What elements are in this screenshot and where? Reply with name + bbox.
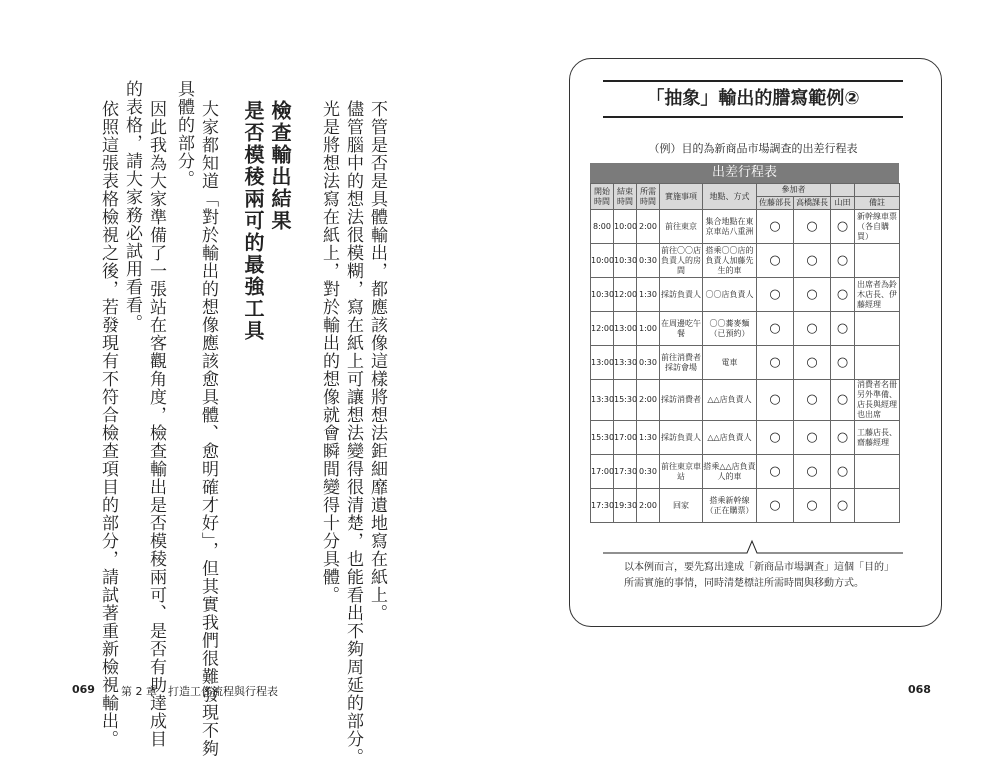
section-heading-line-2: 是否模稜兩可的最強工具 — [241, 100, 265, 342]
header-participants: 參加者 — [757, 184, 831, 197]
table-cell-p1: ○ — [757, 489, 794, 523]
table-cell-p1: ○ — [757, 312, 794, 346]
table-cell-place: 搭乘〇〇店的負責人加藤先生的車 — [703, 244, 757, 278]
table-cell-p3: ○ — [831, 346, 855, 380]
table-cell-p2: ○ — [794, 380, 831, 421]
section-heading-line-1: 檢查輸出結果 — [268, 100, 292, 232]
table-cell-place: 搭乘新幹線（正在購票） — [703, 489, 757, 523]
table-cell-start: 12:00 — [591, 312, 614, 346]
table-cell-p3: ○ — [831, 312, 855, 346]
header-end: 結束時間 — [614, 184, 637, 210]
table-cell-end: 12:00 — [614, 278, 637, 312]
table-cell-p1: ○ — [757, 244, 794, 278]
table-cell-p3: ○ — [831, 489, 855, 523]
table-cell-p3: ○ — [831, 421, 855, 455]
table-cell-end: 10:00 — [614, 210, 637, 244]
table-cell-end: 13:00 — [614, 312, 637, 346]
table-cell-p2: ○ — [794, 278, 831, 312]
table-title: 出差行程表 — [590, 163, 899, 183]
table-cell-dur: 1:00 — [637, 312, 660, 346]
table-cell-start: 15:30 — [591, 421, 614, 455]
table-cell-item: 採訪負責人 — [660, 421, 703, 455]
paragraph-line: 大家都知道「對於輸出的想像應該愈具體、愈明確才好」，但其實我們很難發現不夠 — [198, 100, 218, 758]
table-cell-dur: 0:30 — [637, 346, 660, 380]
header-note: 備註 — [855, 197, 900, 210]
table-cell-end: 17:30 — [614, 455, 637, 489]
paragraph-line: 不管是否是具體輸出，都應該像這樣將想法鉅細靡遺地寫在紙上。 — [367, 100, 387, 622]
table-cell-place: △△店負責人 — [703, 380, 757, 421]
paragraph-line: 儘管腦中的想法很模糊，寫在紙上可讓想法變得很清楚，也能看出不夠周延的部分。 — [343, 100, 363, 766]
table-cell-note: 消費者名冊另外準備、店長與經理也出席 — [855, 380, 900, 421]
table-cell-p3: ○ — [831, 380, 855, 421]
table-cell-end: 15:30 — [614, 380, 637, 421]
table-cell-start: 17:00 — [591, 455, 614, 489]
table-cell-dur: 2:00 — [637, 489, 660, 523]
table-cell-p1: ○ — [757, 210, 794, 244]
paragraph-line: 因此我為大家準備了一張站在客觀角度，檢查輸出是否模稜兩可、是否有助達成目 — [146, 100, 166, 748]
table-cell-note: 工藤店長、齋藤經理 — [855, 421, 900, 455]
table-cell-item: 採訪負責人 — [660, 278, 703, 312]
paragraph-line: 具體的部分。 — [174, 80, 194, 188]
table-cell-p2: ○ — [794, 210, 831, 244]
table-cell-dur: 0:30 — [637, 244, 660, 278]
table-cell-p3: ○ — [831, 210, 855, 244]
table-cell-place: 〇〇蕎麥麵（已預約） — [703, 312, 757, 346]
table-cell-start: 13:00 — [591, 346, 614, 380]
paragraph-line: 依照這張表格檢視之後，若發現有不符合檢查項目的部分，請試著重新檢視輸出。 — [98, 100, 118, 748]
table-cell-start: 10:00 — [591, 244, 614, 278]
header-duration: 所需時間 — [637, 184, 660, 210]
table-cell-p2: ○ — [794, 489, 831, 523]
table-cell-note: 出席者為鈴木店長、伊藤經理 — [855, 278, 900, 312]
table-cell-p1: ○ — [757, 346, 794, 380]
table-cell-place: 搭乘△△店負責人的車 — [703, 455, 757, 489]
table-cell-p1: ○ — [757, 278, 794, 312]
table-cell-p1: ○ — [757, 455, 794, 489]
table-cell-dur: 2:00 — [637, 210, 660, 244]
figure-caption: 以本例而言，要先寫出達成「新商品市場調查」這個「目的」所需實施的事情，同時清楚標註所需時間與移動方式。 — [624, 562, 894, 589]
table-cell-end: 13:30 — [614, 346, 637, 380]
paragraph-line: 的表格，請大家務必試用看看。 — [122, 80, 142, 332]
table-cell-p2: ○ — [794, 346, 831, 380]
table-cell-start: 13:30 — [591, 380, 614, 421]
table-cell-end: 17:00 — [614, 421, 637, 455]
header-p2: 高橋課長 — [794, 197, 831, 210]
table-cell-p1: ○ — [757, 380, 794, 421]
table-cell-start: 17:30 — [591, 489, 614, 523]
table-cell-p2: ○ — [794, 312, 831, 346]
table-cell-item: 前往東京車站 — [660, 455, 703, 489]
table-cell-start: 8:00 — [591, 210, 614, 244]
table-cell-p2: ○ — [794, 244, 831, 278]
table-cell-place: 電車 — [703, 346, 757, 380]
header-p3: 山田 — [831, 197, 855, 210]
header-place: 地點、方式 — [703, 184, 757, 210]
table-cell-place: 〇〇店負責人 — [703, 278, 757, 312]
table-cell-p2: ○ — [794, 455, 831, 489]
table-cell-dur: 0:30 — [637, 455, 660, 489]
table-cell-dur: 1:30 — [637, 421, 660, 455]
table-cell-dur: 2:00 — [637, 380, 660, 421]
page-number-left: 069 — [72, 683, 95, 696]
table-cell-item: 前往東京 — [660, 210, 703, 244]
chapter-label: 第 2 章 打造工作流程與行程表 — [121, 685, 278, 698]
table-cell-end: 10:30 — [614, 244, 637, 278]
header-p1: 佐藤部長 — [757, 197, 794, 210]
table-cell-start: 10:30 — [591, 278, 614, 312]
table-cell-item: 前往〇〇店負責人的房間 — [660, 244, 703, 278]
header-item: 實施事項 — [660, 184, 703, 210]
table-cell-item: 採訪消費者 — [660, 380, 703, 421]
table-cell-place: 集合地點在東京車站八重洲 — [703, 210, 757, 244]
table-cell-item: 回家 — [660, 489, 703, 523]
table-cell-item: 前往消費者採訪會場 — [660, 346, 703, 380]
table-cell-end: 19:30 — [614, 489, 637, 523]
table-cell-p3: ○ — [831, 455, 855, 489]
example-caption: （例）目的為新商品市場調查的出差行程表 — [648, 142, 858, 155]
table-cell-place: △△店負責人 — [703, 421, 757, 455]
table-cell-p3: ○ — [831, 278, 855, 312]
table-cell-p2: ○ — [794, 421, 831, 455]
table-cell-dur: 1:30 — [637, 278, 660, 312]
figure-title: 「抽象」輸出的謄寫範例② — [603, 80, 903, 118]
page-number-right: 068 — [908, 683, 931, 696]
table-cell-p1: ○ — [757, 421, 794, 455]
table-cell-note: 新幹線車票（各自購買） — [855, 210, 900, 244]
header-start: 開始時間 — [591, 184, 614, 210]
table-cell-item: 在周邊吃午餐 — [660, 312, 703, 346]
paragraph-line: 光是將想法寫在紙上，對於輸出的想像就會瞬間變得十分具體。 — [319, 100, 339, 604]
table-cell-p3: ○ — [831, 244, 855, 278]
